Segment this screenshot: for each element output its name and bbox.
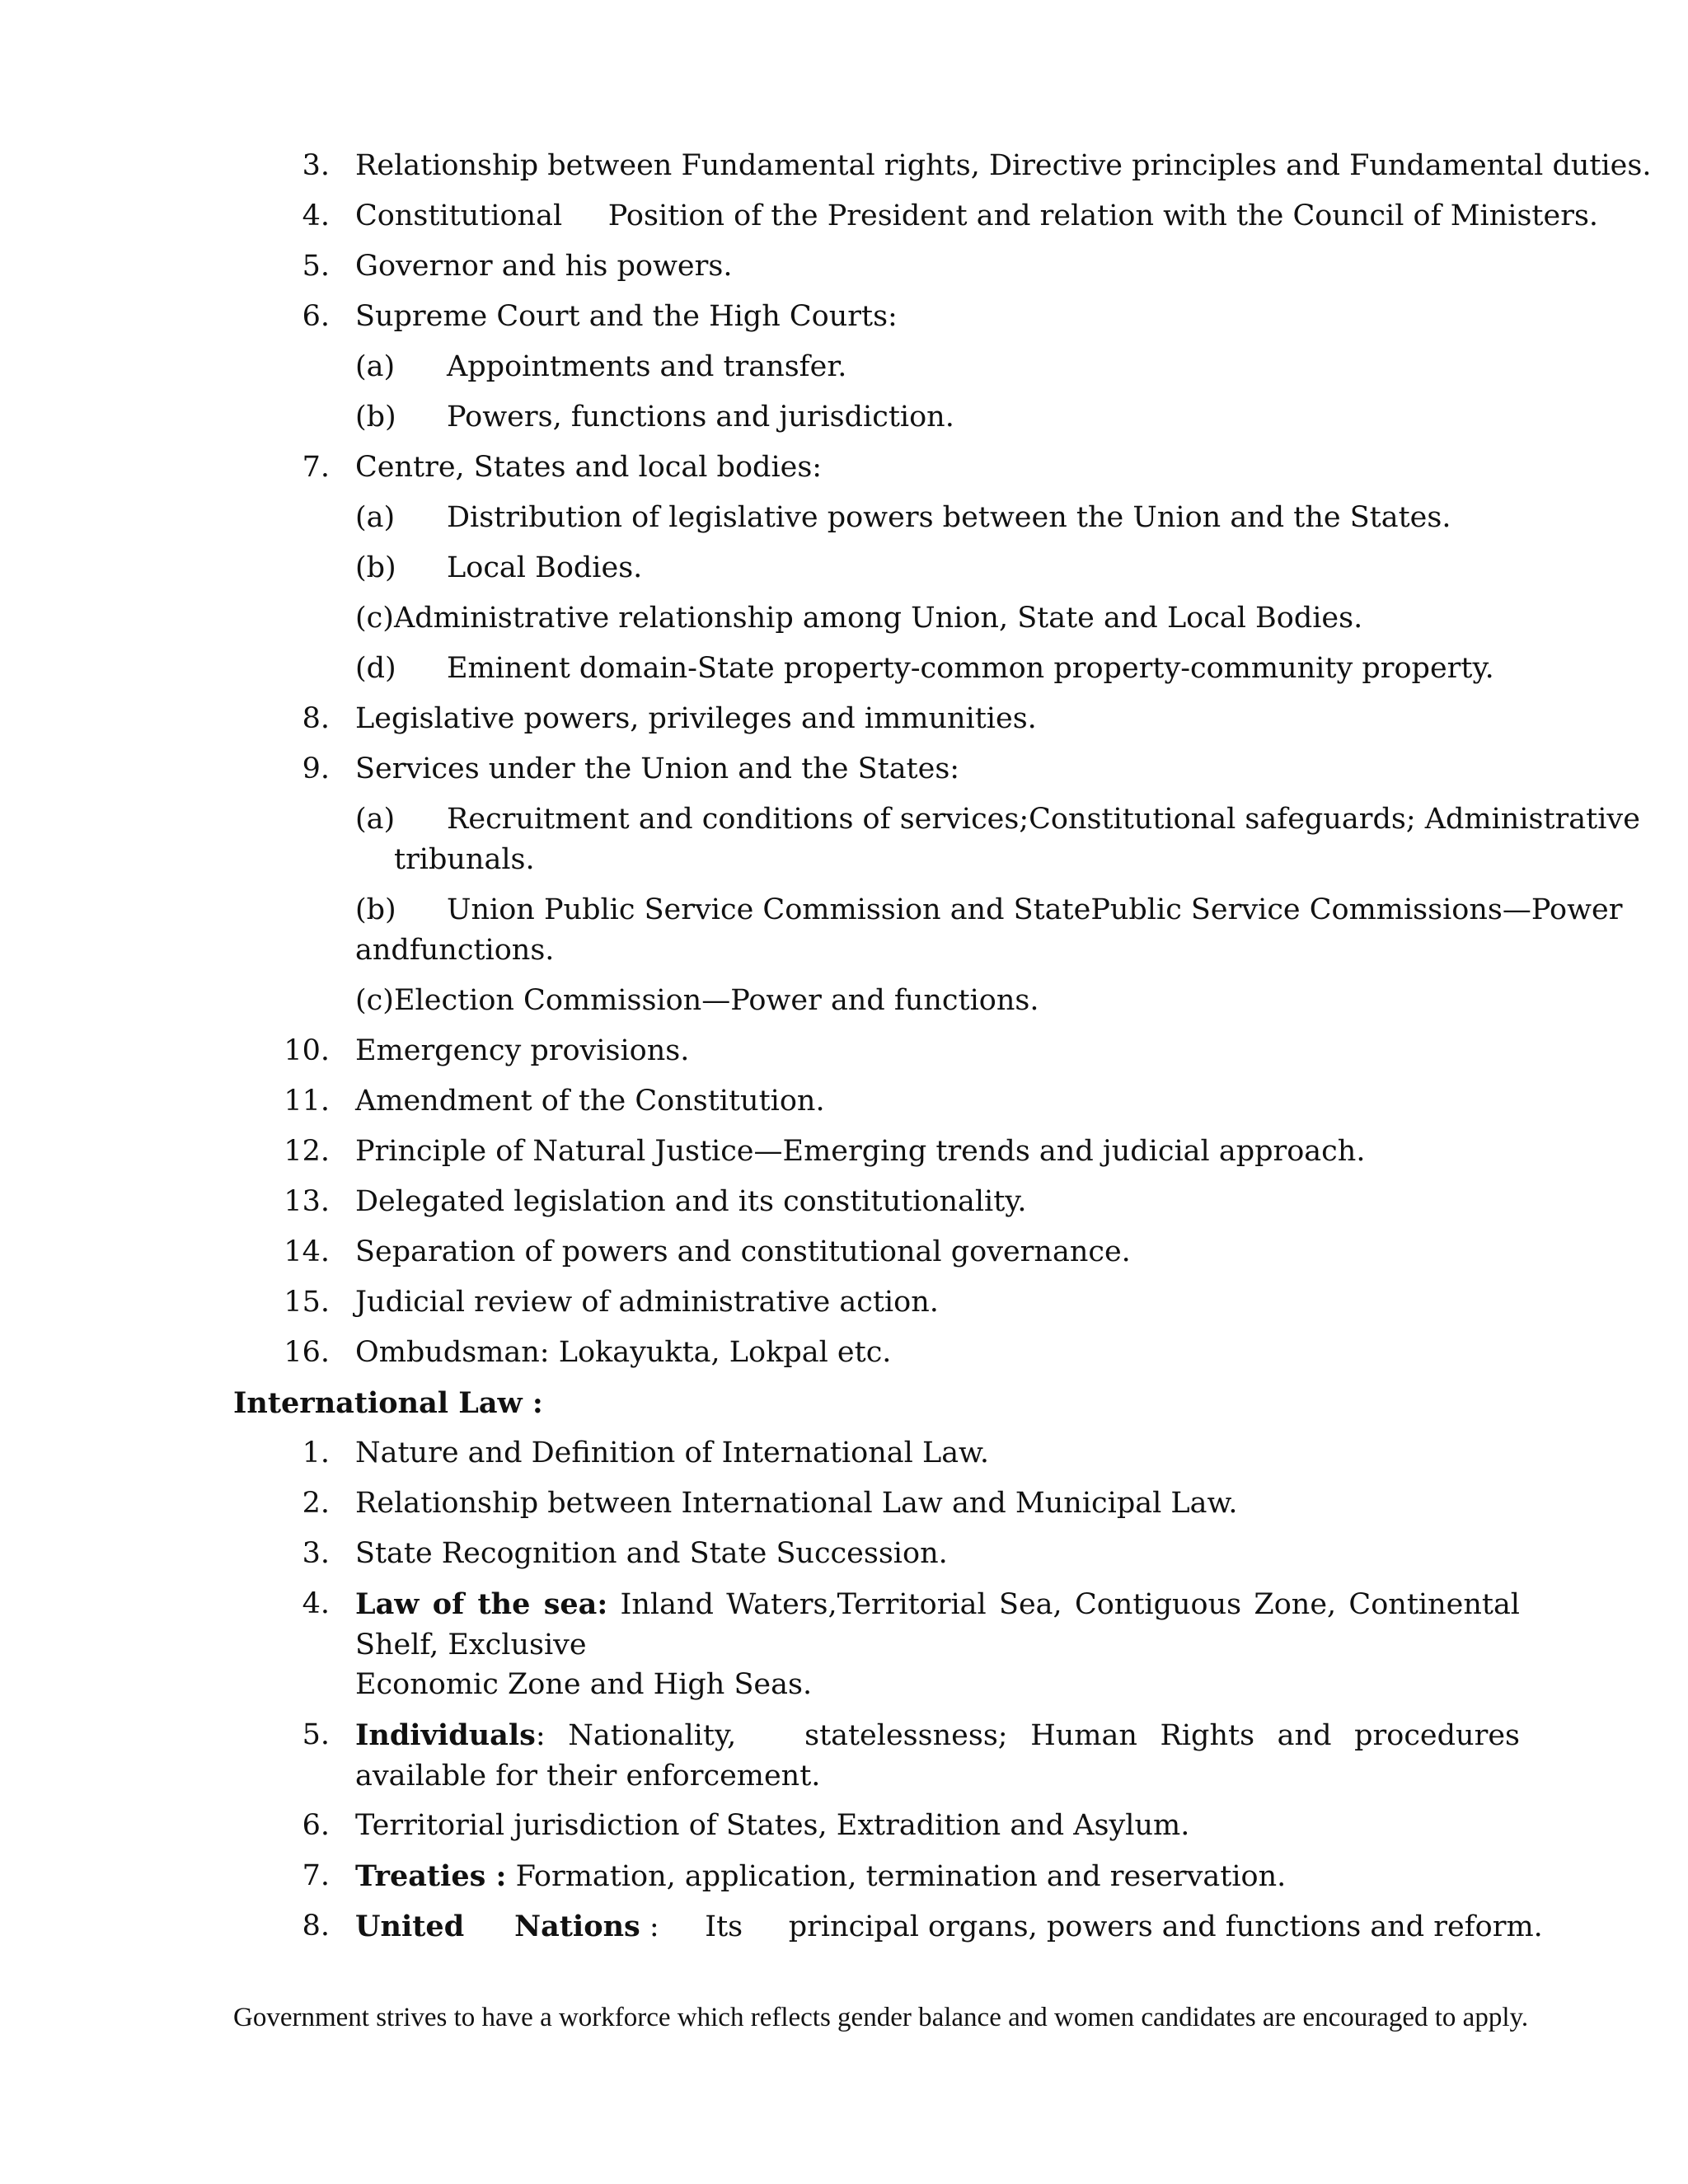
- item-text: Delegated legislation and its constitutionality.: [355, 1185, 1027, 1218]
- item-text: Emergency provisions.: [355, 1034, 690, 1067]
- item-text: Principle of Natural Justice—Emerging trends and judicial approach.: [355, 1135, 1366, 1168]
- item-bold-term: Individuals: [355, 1718, 536, 1752]
- item-text-rest: : Its principal organs, powers and functions and reform.: [640, 1910, 1543, 1943]
- item-text: Relationship between Fundamental rights, Directive principles and Fundamental duties.: [355, 149, 1652, 182]
- item-number: 3.: [302, 149, 330, 182]
- sub-item-text: Local Bodies.: [447, 551, 643, 584]
- item-number: 5.: [302, 1718, 330, 1751]
- item-text-rest: Formation, application, termination and reservation.: [506, 1860, 1287, 1893]
- item-number: 7.: [302, 1859, 330, 1892]
- item-text: Legislative powers, privileges and immunities.: [355, 702, 1037, 735]
- sub-item-text: Administrative relationship among Union, State and Local Bodies.: [394, 602, 1363, 635]
- item-text: Governor and his powers.: [355, 250, 733, 283]
- item-text-block: [355, 1715, 1520, 1797]
- item-bold-term: Law of the sea:: [355, 1587, 608, 1621]
- item-text: Amendment of the Constitution.: [355, 1085, 825, 1118]
- sub-item-label: (b): [355, 401, 396, 434]
- sub-item-label: (d): [355, 652, 396, 685]
- item-text: Services under the Union and the States:: [355, 752, 960, 785]
- item-text: [355, 1906, 1543, 1947]
- item-number: 4.: [302, 199, 330, 232]
- item-text: [355, 1856, 1286, 1897]
- item-continuation: Economic Zone and High Seas.: [355, 1668, 813, 1701]
- item-number: 8.: [302, 702, 330, 735]
- item-number: 2.: [302, 1487, 330, 1520]
- item-number: 5.: [302, 250, 330, 283]
- item-text: Judicial review of administrative action.: [355, 1286, 939, 1319]
- item-text: Relationship between International Law and Municipal Law.: [355, 1487, 1238, 1520]
- item-number: 8.: [302, 1910, 330, 1943]
- sub-item-label: (a): [355, 501, 396, 534]
- sub-item-text: Election Commission—Power and functions.: [394, 984, 1039, 1017]
- item-number: 6.: [302, 300, 330, 333]
- sub-item-text: Union Public Service Commission and StatePublic Service Commissions—Power: [447, 893, 1623, 926]
- item-text: Separation of powers and constitutional governance.: [355, 1235, 1131, 1268]
- item-bold-term: Treaties :: [355, 1859, 507, 1893]
- item-text: Centre, States and local bodies:: [355, 451, 823, 484]
- item-number: 16.: [284, 1336, 330, 1369]
- item-text: Nature and Definition of International Law.: [355, 1436, 989, 1469]
- item-number: 11.: [284, 1085, 330, 1118]
- item-number: 12.: [284, 1135, 330, 1168]
- item-text: Constitutional Position of the President and relation with the Council of Ministers.: [355, 199, 1599, 232]
- sub-item-text: Powers, functions and jurisdiction.: [447, 401, 954, 434]
- sub-item-text: Appointments and transfer.: [447, 350, 847, 383]
- footer-note: Government strives to have a workforce which reflects gender balance and women candidates are encouraged to apply.: [233, 2003, 1529, 2032]
- item-number: 4.: [302, 1587, 330, 1620]
- sub-item-label: (b): [355, 893, 396, 926]
- sub-item-text: Distribution of legislative powers between the Union and the States.: [447, 501, 1451, 534]
- item-text: Inland Waters,Territorial Sea, Contiguous Zone, Continental Shelf, Exclusive: [355, 1588, 1521, 1661]
- item-number: 13.: [284, 1185, 330, 1218]
- item-text: : Nationality, statelessness; Human Rights and procedures available for their enforcement.: [355, 1719, 1520, 1793]
- item-text: Territorial jurisdiction of States, Extradition and Asylum.: [355, 1809, 1190, 1842]
- item-text-block: [355, 1584, 1520, 1666]
- sub-item-label: (c): [355, 602, 394, 635]
- sub-item-label: (a): [355, 803, 396, 836]
- sub-item-continuation: andfunctions.: [355, 934, 555, 967]
- item-number: 15.: [284, 1286, 330, 1319]
- item-number: 1.: [302, 1436, 330, 1469]
- item-number: 7.: [302, 451, 330, 484]
- item-number: 3.: [302, 1537, 330, 1570]
- item-number: 14.: [284, 1235, 330, 1268]
- section-heading: International Law :: [233, 1386, 543, 1420]
- sub-item-label: (a): [355, 350, 396, 383]
- sub-item-label: (b): [355, 551, 396, 584]
- sub-item-label: (c): [355, 984, 394, 1017]
- item-text: State Recognition and State Succession.: [355, 1537, 948, 1570]
- item-bold-term: United Nations: [355, 1910, 640, 1943]
- item-text: Supreme Court and the High Courts:: [355, 300, 898, 333]
- item-text: Ombudsman: Lokayukta, Lokpal etc.: [355, 1336, 892, 1369]
- sub-item-text: Recruitment and conditions of services;Constitutional safeguards; Administrative: [447, 803, 1640, 836]
- sub-item-text: Eminent domain-State property-common property-community property.: [447, 652, 1494, 685]
- sub-item-continuation: tribunals.: [394, 843, 535, 876]
- item-number: 10.: [284, 1034, 330, 1067]
- item-number: 6.: [302, 1809, 330, 1842]
- item-number: 9.: [302, 752, 330, 785]
